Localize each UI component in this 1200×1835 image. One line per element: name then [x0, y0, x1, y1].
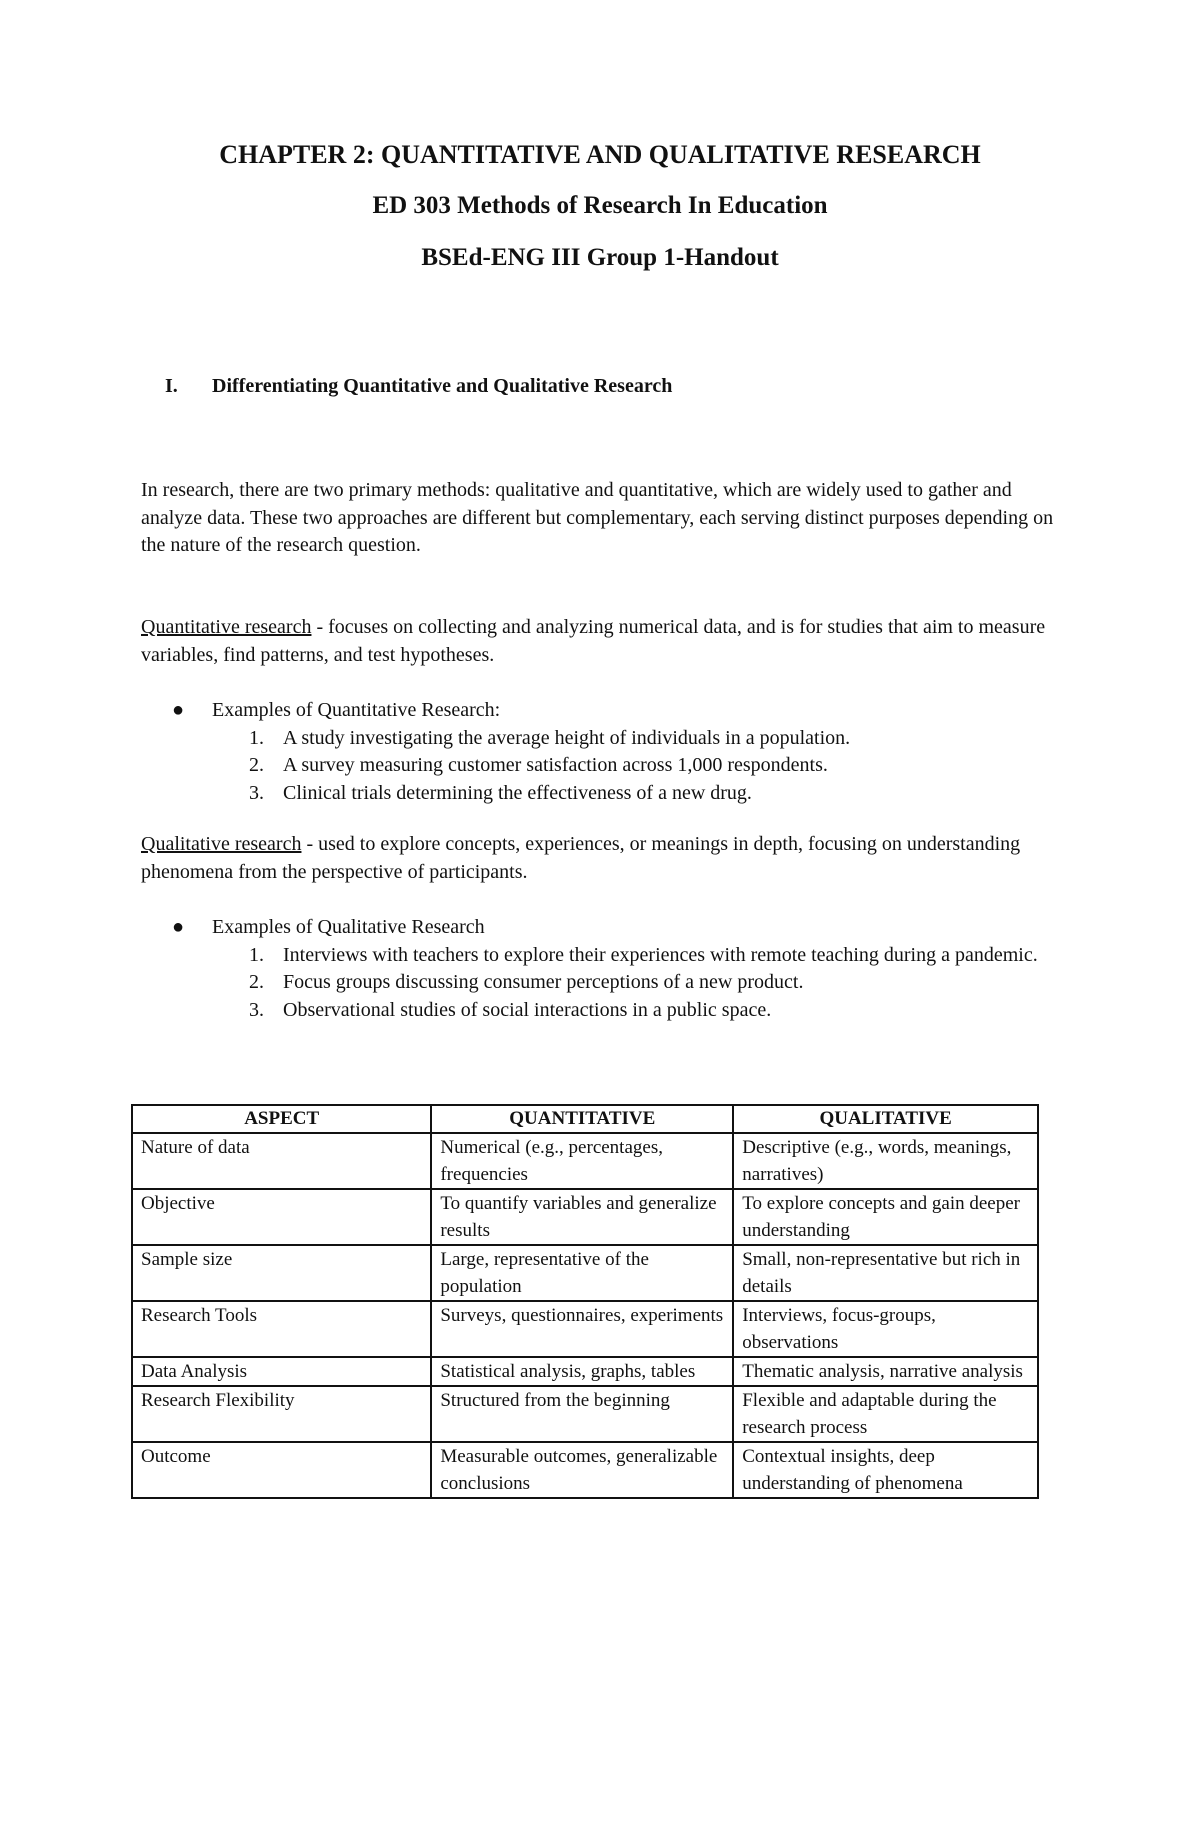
table-row	[132, 1357, 1038, 1386]
qualitative-cell: To explore concepts and gain deeper understanding	[733, 1189, 1038, 1245]
quantitative-definition-text: - focuses on collecting and analyzing numerical data, and is for studies that aim to measure variables, find patterns, and test hypotheses.	[141, 616, 1046, 666]
aspect-cell: Nature of data	[132, 1133, 431, 1189]
list-number: 2.	[249, 971, 264, 993]
list-item	[170, 942, 1070, 970]
aspect-cell: Sample size	[132, 1245, 431, 1301]
list-number: 2.	[249, 754, 264, 776]
aspect-cell: Objective	[132, 1189, 431, 1245]
aspect-cell: Data Analysis	[132, 1357, 431, 1386]
quantitative-cell: Measurable outcomes, generalizable conclusions	[431, 1442, 733, 1498]
intro-paragraph: In research, there are two primary methods: qualitative and quantitative, which are widely used to gather and analyze data. These two approaches are different but complementary, each serving distinct purposes depending on the nature of the research question.	[141, 479, 1054, 556]
quantitative-term: Quantitative research	[141, 616, 312, 638]
list-number: 1.	[249, 943, 264, 966]
list-text: Focus groups discussing consumer perceptions of a new product.	[283, 971, 804, 993]
aspect-cell: Research Flexibility	[132, 1386, 431, 1442]
list-text: Interviews with teachers to explore their experiences with remote teaching during a pandemic.	[283, 943, 1038, 966]
table-row	[132, 1386, 1038, 1442]
section-heading-text: Differentiating Quantitative and Qualitative Research	[212, 375, 673, 397]
list-item	[170, 997, 1070, 1025]
list-text: Observational studies of social interactions in a public space.	[283, 998, 772, 1021]
qualitative-definition-text: - used to explore concepts, experiences, or meanings in depth, focusing on understanding phenomena from the perspective of participants.	[141, 833, 1021, 883]
quantitative-cell: Structured from the beginning	[431, 1386, 733, 1442]
aspect-cell: Research Tools	[132, 1301, 431, 1357]
header-quantitative: QUANTITATIVE	[431, 1105, 733, 1133]
list-number: 3.	[249, 998, 264, 1021]
comparison-table	[131, 1104, 1039, 1499]
header-qualitative: QUALITATIVE	[733, 1105, 1038, 1133]
bullet-icon: ●	[172, 916, 185, 938]
chapter-title: CHAPTER 2: QUANTITATIVE AND QUALITATIVE RESEARCH	[219, 140, 981, 169]
table-header-row	[132, 1105, 1038, 1133]
table-row	[132, 1189, 1038, 1245]
quantitative-definition	[141, 614, 1066, 669]
bullet-icon: ●	[172, 699, 185, 721]
quantitative-cell: Surveys, questionnaires, experiments	[431, 1301, 733, 1357]
qualitative-cell: Interviews, focus-groups, observations	[733, 1301, 1038, 1357]
list-item	[170, 752, 1070, 780]
table-row	[132, 1245, 1038, 1301]
list-text: A study investigating the average height of individuals in a population.	[283, 726, 851, 749]
quantitative-cell: To quantify variables and generalize results	[431, 1189, 733, 1245]
quantitative-examples	[170, 697, 1070, 807]
bullet-item	[170, 914, 1070, 942]
list-item	[170, 725, 1070, 753]
handout-title: BSEd-ENG III Group 1-Handout	[421, 244, 779, 271]
qualitative-cell: Descriptive (e.g., words, meanings, narratives)	[733, 1133, 1038, 1189]
list-item	[170, 969, 1070, 997]
qualitative-cell: Flexible and adaptable during the research process	[733, 1386, 1038, 1442]
table-row	[132, 1301, 1038, 1357]
list-number: 3.	[249, 781, 264, 804]
bullet-item	[170, 697, 1070, 725]
list-item	[170, 780, 1070, 808]
qualitative-cell: Contextual insights, deep understanding of phenomena	[733, 1442, 1038, 1498]
quantitative-cell: Large, representative of the population	[431, 1245, 733, 1301]
qualitative-cell: Thematic analysis, narrative analysis	[733, 1357, 1038, 1386]
qualitative-example-list	[170, 942, 1070, 1025]
table-row	[132, 1133, 1038, 1189]
quantitative-example-list	[170, 725, 1070, 808]
qualitative-cell: Small, non-representative but rich in details	[733, 1245, 1038, 1301]
qualitative-term: Qualitative research	[141, 833, 302, 855]
list-text: Clinical trials determining the effectiveness of a new drug.	[283, 781, 752, 804]
section-number: I.	[165, 375, 178, 397]
header-aspect: ASPECT	[132, 1105, 431, 1133]
quantitative-bullet-label: Examples of Quantitative Research:	[212, 699, 501, 721]
quantitative-cell: Numerical (e.g., percentages, frequencies	[431, 1133, 733, 1189]
list-number: 1.	[249, 726, 264, 749]
qualitative-bullet-label: Examples of Qualitative Research	[212, 916, 485, 938]
qualitative-definition	[141, 831, 1066, 886]
quantitative-cell: Statistical analysis, graphs, tables	[431, 1357, 733, 1386]
course-title: ED 303 Methods of Research In Education	[372, 192, 828, 219]
table-row	[132, 1442, 1038, 1498]
aspect-cell: Outcome	[132, 1442, 431, 1498]
qualitative-examples	[170, 914, 1070, 1024]
list-text: A survey measuring customer satisfaction across 1,000 respondents.	[283, 754, 828, 776]
